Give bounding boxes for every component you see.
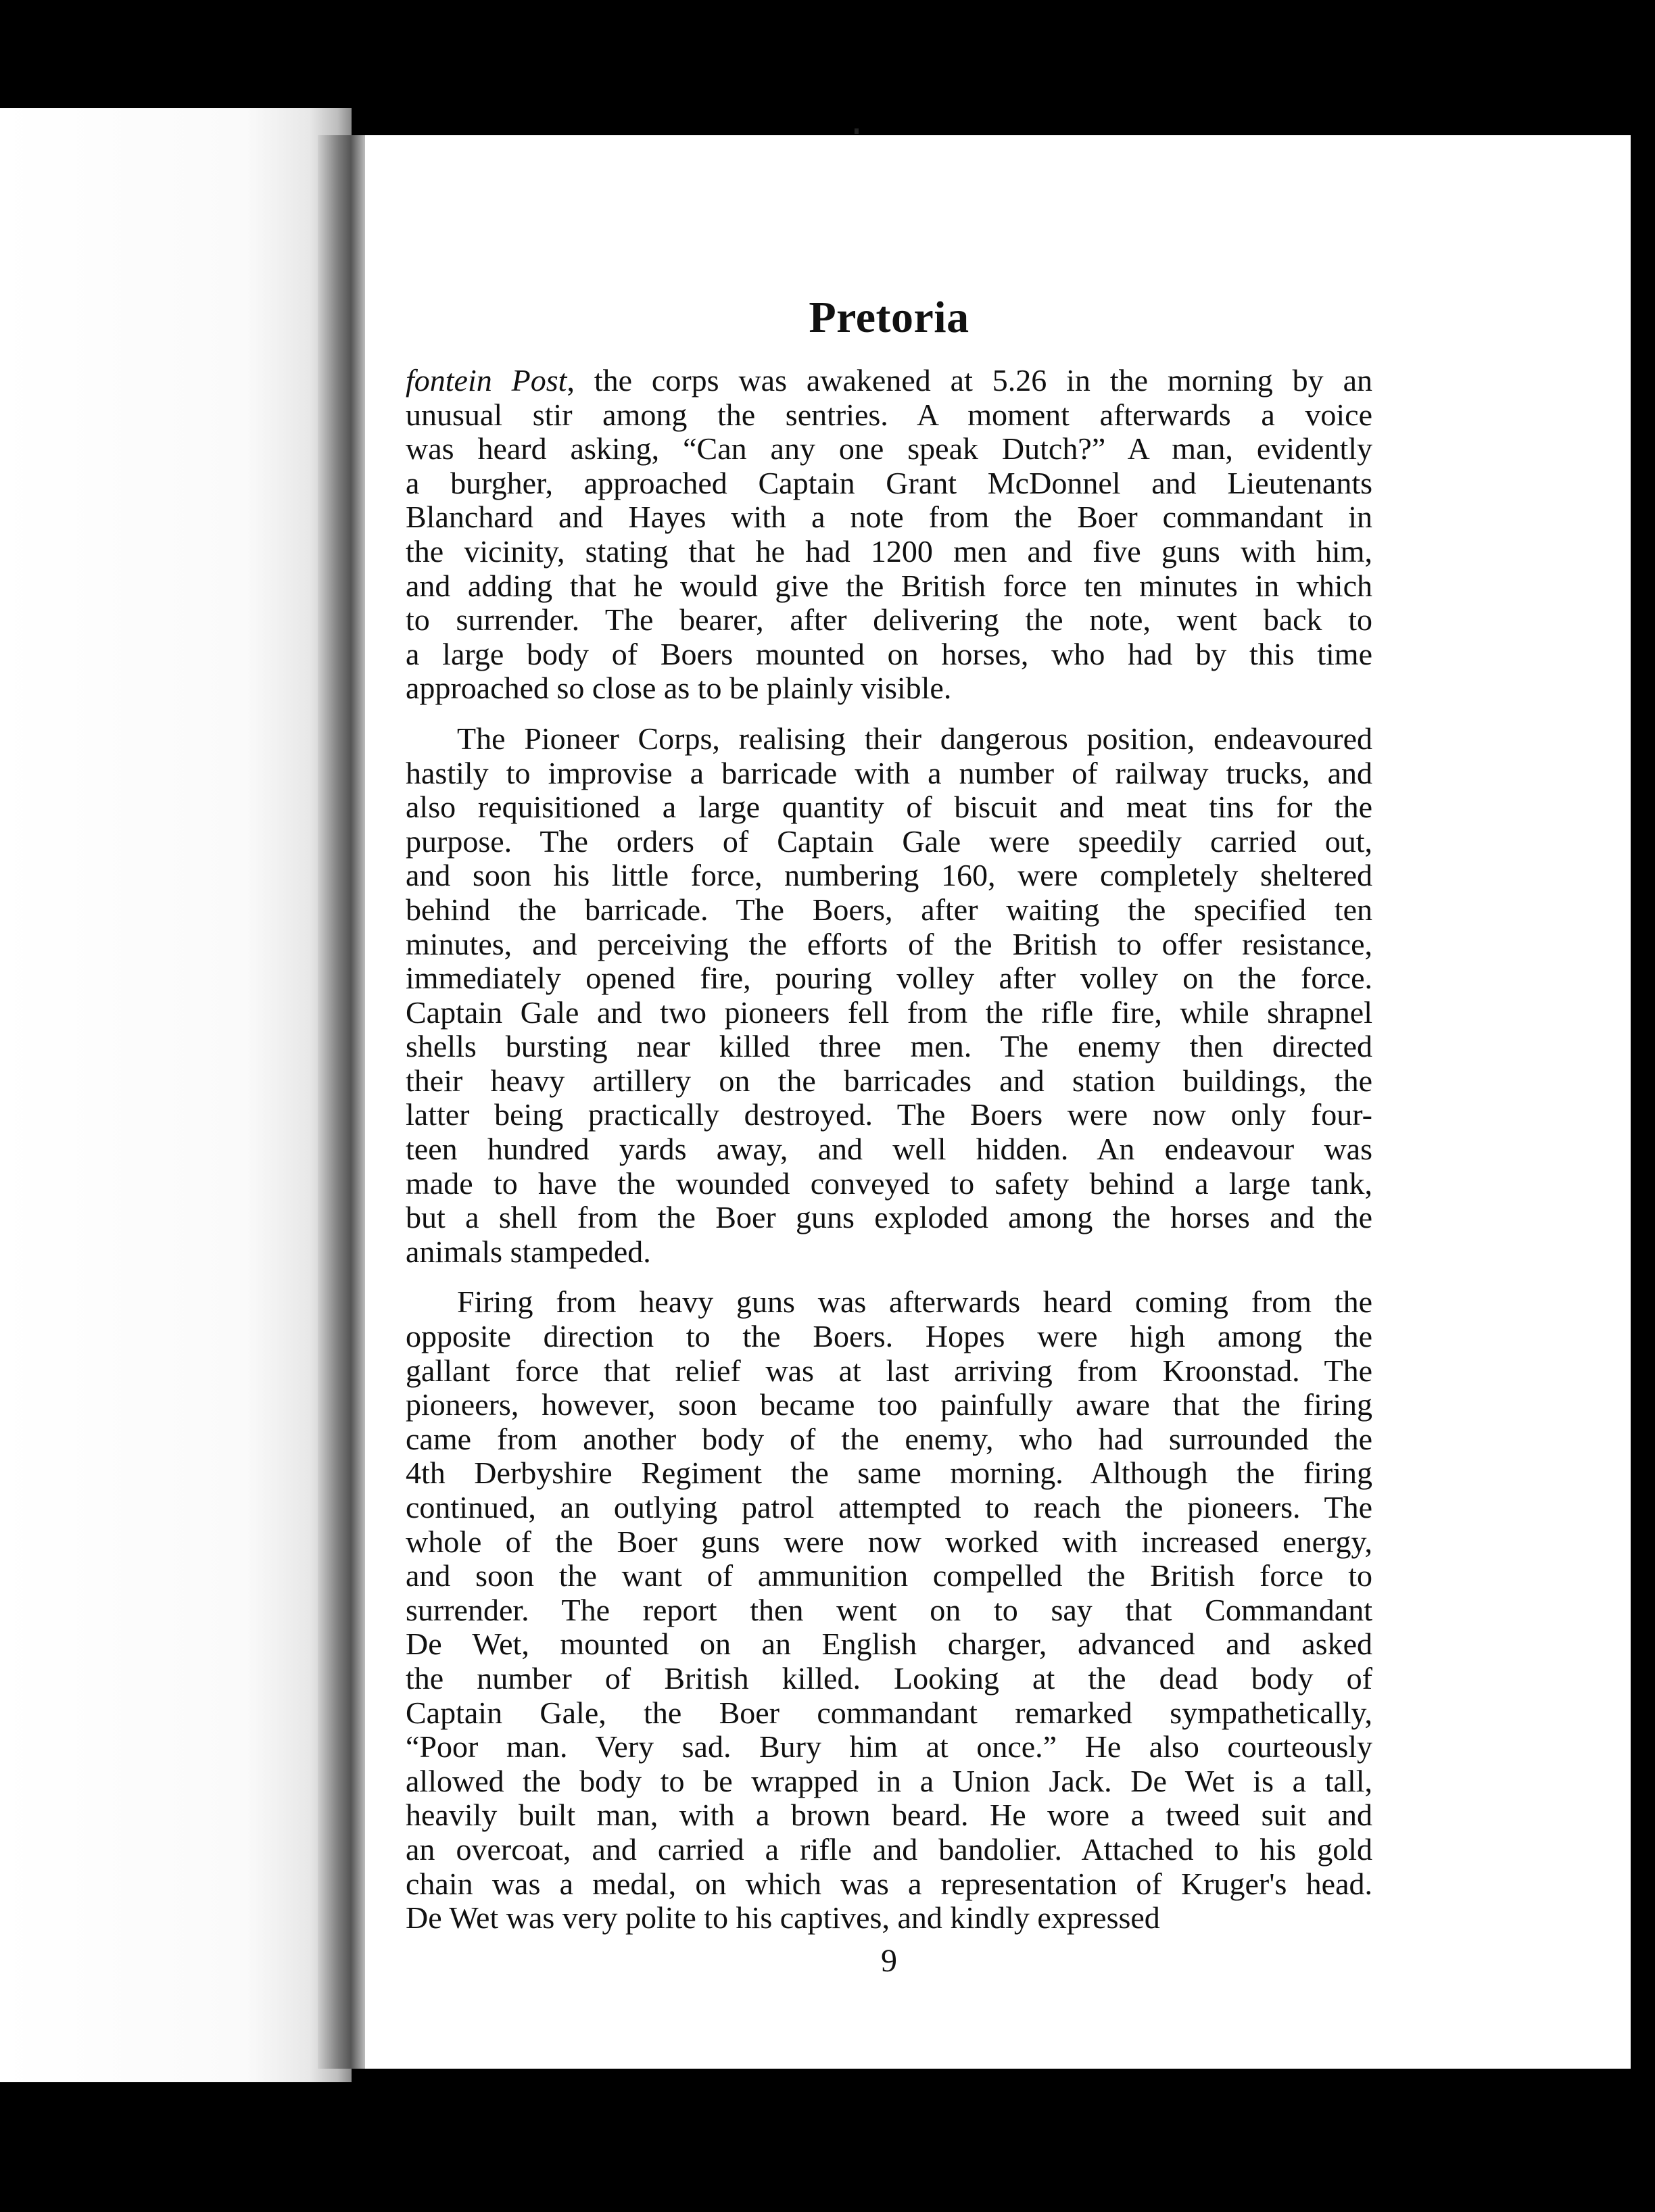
text-line: heavily built man, with a brown beard. He wore a tweed suit and (406, 1798, 1372, 1833)
text-line: De Wet was very polite to his captives, and kindly expressed (406, 1900, 1160, 1936)
text-line: an overcoat, and carried a rifle and bandolier. Attached to his gold (406, 1831, 1372, 1867)
text-line: and adding that he would give the British force ten minutes in which (406, 568, 1372, 603)
text-line: teen hundred yards away, and well hidden. An endeavour was (406, 1132, 1372, 1167)
text-line: The Pioneer Corps, realising their dangerous position, endeavoured (457, 721, 1372, 756)
text-line: opposite direction to the Boers. Hopes were high among the (406, 1319, 1372, 1354)
page-number: 9 (881, 1942, 897, 1979)
text-line: pioneers, however, soon became too painfully aware that the firing (406, 1387, 1372, 1422)
running-head: Pretoria (809, 293, 969, 342)
text-line: the number of British killed. Looking at the dead body of (406, 1660, 1372, 1696)
text-line: “Poor man. Very sad. Bury him at once.” He also courteously (406, 1729, 1372, 1764)
text-line: was heard asking, “Can any one speak Dutch?” A man, evidently (406, 431, 1372, 466)
text-line: latter being practically destroyed. The Boers were now only four- (406, 1097, 1372, 1132)
paragraph (406, 364, 1372, 706)
text-line: whole of the Boer guns were now worked with increased energy, (406, 1524, 1372, 1559)
paragraph (406, 1285, 1372, 1935)
text-line: shells bursting near killed three men. The enemy then directed (406, 1029, 1372, 1064)
text-line: and soon the want of ammunition compelled the British force to (406, 1558, 1372, 1593)
text-line: continued, an outlying patrol attempted to reach the pioneers. The (406, 1490, 1372, 1524)
text-line: Captain Gale, the Boer commandant remarked sympathetically, (406, 1695, 1372, 1730)
text-line: 4th Derbyshire Regiment the same morning. Although the firing (406, 1456, 1372, 1491)
text-line: also requisitioned a large quantity of biscuit and meat tins for the (406, 790, 1372, 825)
text-line: fontein Post, the corps was awakened at 5.26 in the morning by an (406, 363, 1372, 398)
text-block (406, 364, 1372, 1936)
text-line: behind the barricade. The Boers, after waiting the specified ten (406, 892, 1372, 927)
text-line: Blanchard and Hayes with a note from the Boer commandant in (406, 500, 1372, 535)
book-page (365, 135, 1631, 2069)
text-line: Captain Gale and two pioneers fell from the rifle fire, while shrapnel (406, 994, 1372, 1030)
text-line: minutes, and perceiving the efforts of the British to offer resistance, (406, 926, 1372, 961)
text-line: gallant force that relief was at last arriving from Kroonstad. The (406, 1353, 1372, 1388)
facing-blank-page (0, 108, 352, 2082)
text-line: but a shell from the Boer guns exploded among the horses and the (406, 1200, 1372, 1235)
scan-speck (855, 128, 859, 134)
italic-place-name: fontein Post (406, 363, 567, 398)
text-line: approached so close as to be plainly visible. (406, 671, 952, 706)
text-line: came from another body of the enemy, who had surrounded the (406, 1421, 1372, 1456)
text-line: immediately opened fire, pouring volley after volley on the force. (406, 961, 1372, 996)
text-line: a large body of Boers mounted on horses, who had by this time (406, 636, 1372, 671)
text-line: to surrender. The bearer, after delivering the note, went back to (406, 602, 1372, 638)
page-body (406, 292, 1372, 1979)
text-line: the vicinity, stating that he had 1200 men and five guns with him, (406, 533, 1372, 569)
text-line: hastily to improvise a barricade with a number of railway trucks, and (406, 755, 1372, 790)
book-gutter-shadow (318, 135, 365, 2069)
text-line: allowed the body to be wrapped in a Union Jack. De Wet is a tall, (406, 1763, 1372, 1798)
text-line: animals stampeded. (406, 1234, 651, 1269)
text-line: unusual stir among the sentries. A moment afterwards a voice (406, 397, 1372, 432)
text-line: made to have the wounded conveyed to safety behind a large tank, (406, 1165, 1372, 1201)
text-line: Firing from heavy guns was afterwards heard coming from the (457, 1284, 1372, 1320)
text-line: surrender. The report then went on to say that Commandant (406, 1592, 1372, 1627)
text-line: De Wet, mounted on an English charger, advanced and asked (406, 1627, 1372, 1662)
text-line: chain was a medal, on which was a representation of Kruger's head. (406, 1866, 1372, 1901)
text-line: their heavy artillery on the barricades and station buildings, the (406, 1063, 1372, 1098)
paragraph (406, 722, 1372, 1270)
text-line: purpose. The orders of Captain Gale were speedily carried out, (406, 823, 1372, 859)
text-line: and soon his little force, numbering 160, were completely sheltered (406, 858, 1372, 893)
text-line: a burgher, approached Captain Grant McDonnel and Lieutenants (406, 465, 1372, 500)
